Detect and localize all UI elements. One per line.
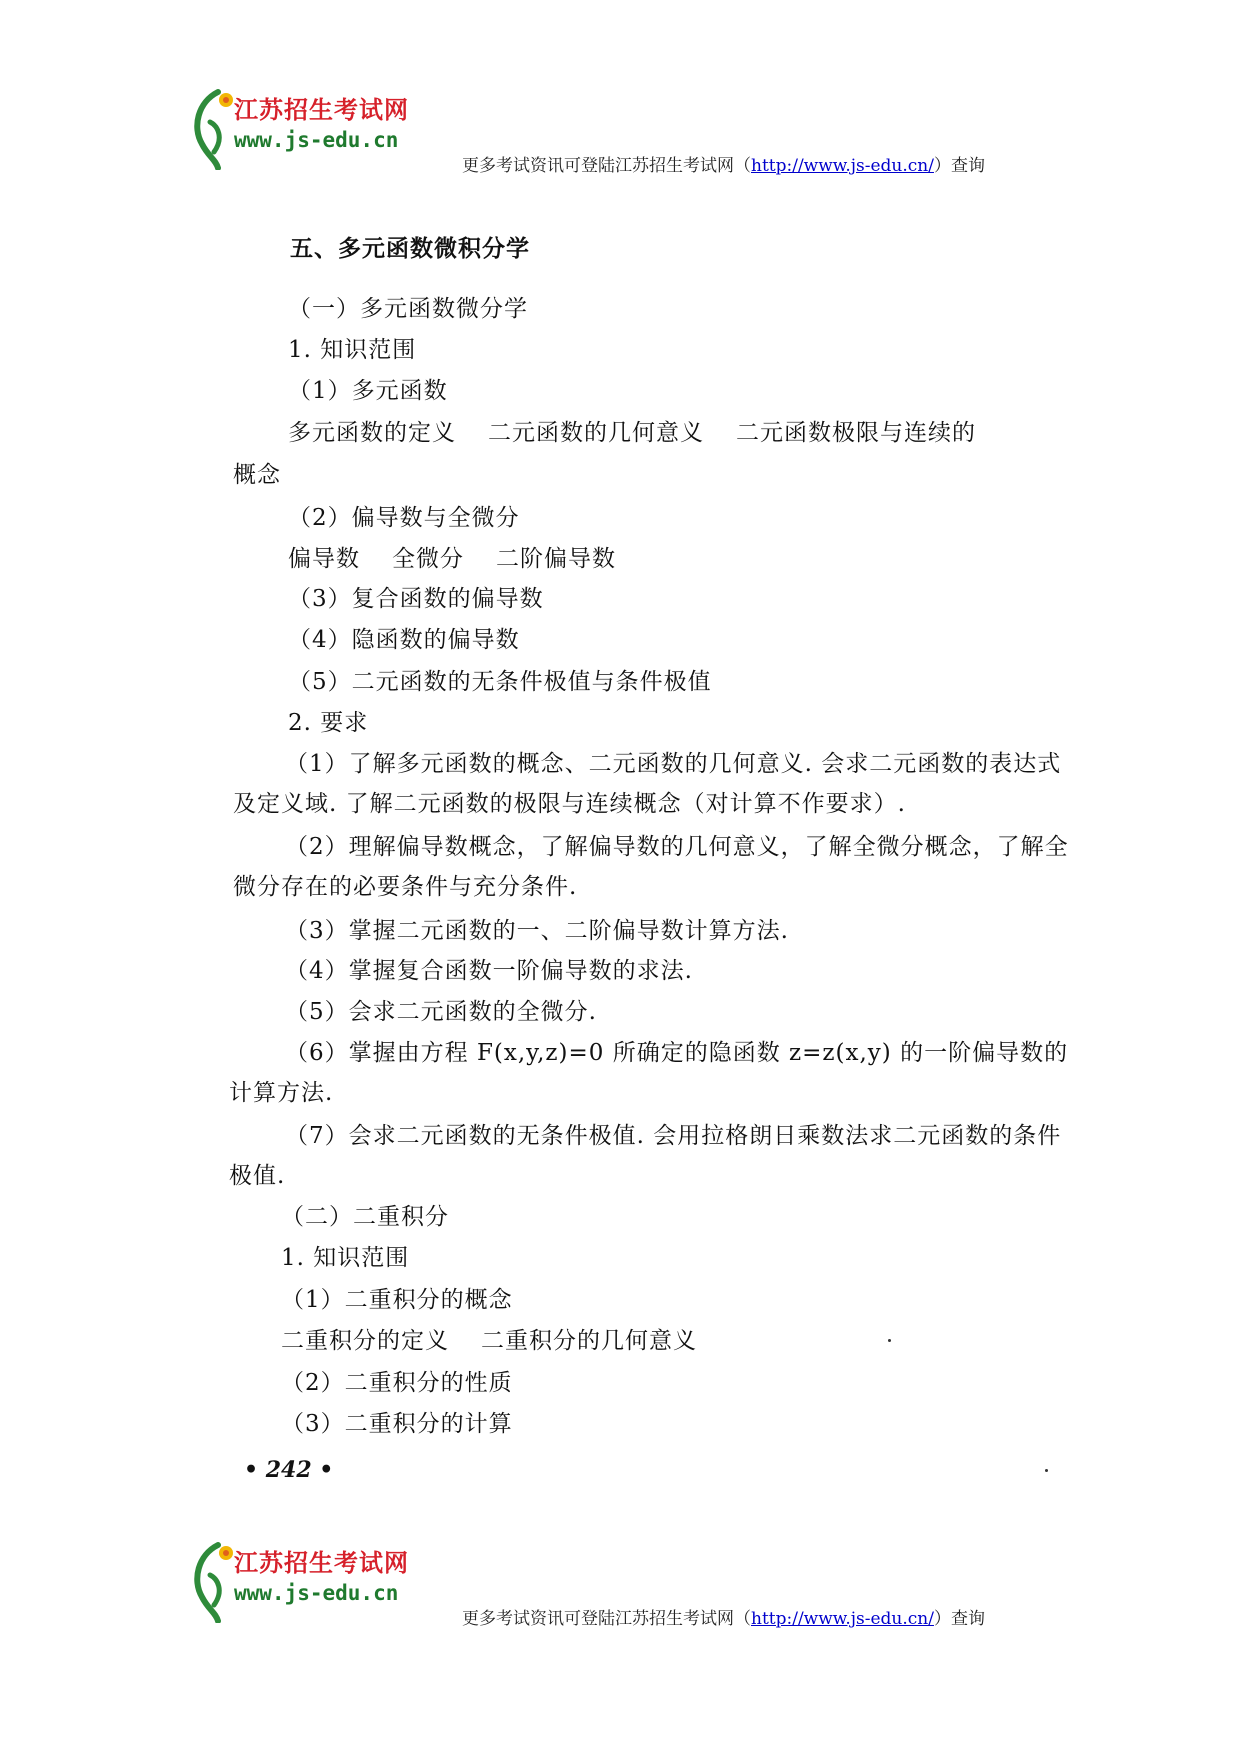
header-note-prefix: 更多考试资讯可登陆江苏招生考试网（ <box>462 156 751 176</box>
term: 二重积分的几何意义 <box>481 1328 697 1354</box>
footer-note <box>462 1604 985 1629</box>
term: 二元函数的几何意义 <box>488 420 704 446</box>
page-number: • 242 • <box>244 1457 334 1483</box>
p2-item2-title: （2）二重积分的性质 <box>281 1370 513 1396</box>
scan-speck <box>888 1339 891 1342</box>
item4-title: （4）隐函数的偏导数 <box>288 627 520 653</box>
item2-terms <box>288 548 616 571</box>
p2-item1-title: （1）二重积分的概念 <box>281 1287 513 1313</box>
p2-item1-terms <box>281 1330 697 1353</box>
term: 二重积分的定义 <box>281 1328 449 1354</box>
term: 全微分 <box>392 546 464 572</box>
req6: （6）掌握由方程 F(x,y,z)=0 所确定的隐函数 z=z(x,y) 的一阶偏导数的计算方法. <box>229 1040 1069 1106</box>
item1-title: （1）多元函数 <box>288 378 448 404</box>
part2-title: （二）二重积分 <box>281 1204 449 1230</box>
logo-mark-icon <box>188 82 236 170</box>
site-logo[interactable] <box>188 1535 418 1625</box>
req7: （7）会求二元函数的无条件极值. 会用拉格朗日乘数法求二元函数的条件极值. <box>229 1123 1062 1189</box>
footer-note-suffix: ）查询 <box>933 1609 985 1629</box>
req2: （2）理解偏导数概念，了解偏导数的几何意义，了解全微分概念，了解全微分存在的必要条件与充分条件. <box>233 834 1069 900</box>
req1: （1）了解多元函数的概念、二元函数的几何意义. 会求二元函数的表达式及定义域. 了解二元函数的极限与连续概念（对计算不作要求）. <box>233 751 1062 817</box>
part2-scope-title: 1. 知识范围 <box>281 1245 410 1271</box>
site-logo[interactable] <box>188 82 418 172</box>
logo-text-url: www.js-edu.cn <box>234 1581 399 1605</box>
header-note <box>462 151 985 176</box>
p2-item3-title: （3）二重积分的计算 <box>281 1411 513 1437</box>
logo-text-cn: 江苏招生考试网 <box>234 1549 409 1577</box>
req5: （5）会求二元函数的全微分. <box>285 999 597 1025</box>
footer-note-prefix: 更多考试资讯可登陆江苏招生考试网（ <box>462 1609 751 1629</box>
item5-title: （5）二元函数的无条件极值与条件极值 <box>288 669 712 695</box>
logo-mark-icon <box>188 1535 236 1623</box>
req3: （3）掌握二元函数的一、二阶偏导数计算方法. <box>285 918 789 944</box>
part1-scope-title: 1. 知识范围 <box>288 337 417 363</box>
logo-text-url: www.js-edu.cn <box>234 128 399 152</box>
req-title: 2. 要求 <box>288 710 369 736</box>
term: 二元函数极限与连续的 <box>736 420 976 446</box>
item1-terms <box>288 422 976 445</box>
logo-text-cn: 江苏招生考试网 <box>234 96 409 124</box>
item3-title: （3）复合函数的偏导数 <box>288 586 544 612</box>
item1-cont: 概念 <box>233 462 281 488</box>
part1-title: （一）多元函数微分学 <box>288 296 528 322</box>
term: 二阶偏导数 <box>496 546 616 572</box>
term: 多元函数的定义 <box>288 420 456 446</box>
req4: （4）掌握复合函数一阶偏导数的求法. <box>285 958 693 984</box>
site-link[interactable]: http://www.js-edu.cn/ <box>751 1609 934 1629</box>
section-title: 五、多元函数微积分学 <box>290 236 530 262</box>
scan-speck <box>1045 1469 1048 1472</box>
site-link[interactable]: http://www.js-edu.cn/ <box>751 156 934 176</box>
header-note-suffix: ）查询 <box>933 156 985 176</box>
item2-title: （2）偏导数与全微分 <box>288 505 520 531</box>
term: 偏导数 <box>288 546 360 572</box>
